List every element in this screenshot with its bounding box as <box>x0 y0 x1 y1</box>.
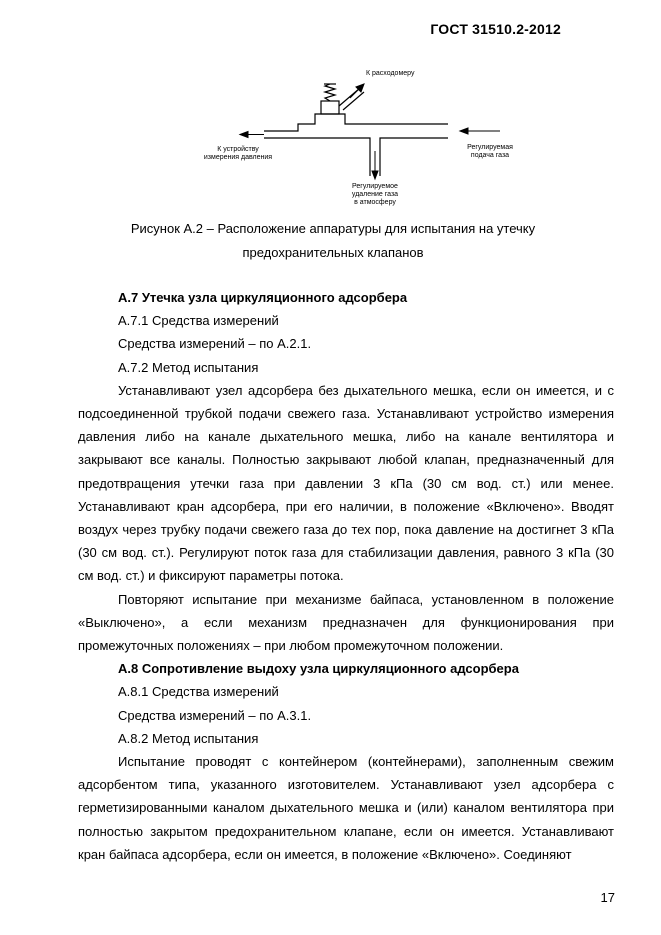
label-pressure-2: измерения давления <box>203 154 273 161</box>
section-a7-sub2: А.7.2 Метод испытания <box>118 359 259 375</box>
label-vent-2: удаление газа <box>351 191 399 198</box>
document-body <box>78 286 614 866</box>
pipe-bottom-wall-right <box>380 138 448 176</box>
label-supply-1: Регулируемая <box>467 144 513 151</box>
caption-line-2: предохранительных клапанов <box>242 245 424 260</box>
valve-spring <box>325 84 335 101</box>
page-number: 17 <box>600 890 615 905</box>
label-vent-3: в атмосферу <box>354 199 396 206</box>
section-a7-para1: Устанавливают узел адсорбера без дыхательного мешка, если он имеется, и с подсоединенной трубкой подачи свежего газа. Устанавливают устройство измерения давления либо на канале дыхательного мешка, либо на канале вентилятора и закрывают все каналы. Полностью закрывают любой клапан, предназначенный для предотвращения утечки газа при давлении 3 кПа (30 см вод. ст.) или менее. Устанавливают кран адсорбера, при его наличии, в положение «Включено». Вводят воздух через трубку подачи свежего газа до тех пор, пока давление на достигнет 3 кПа (30 см вод. ст.). Регулируют поток газа для стабилизации давления, равного 3 кПа (30 см вод. ст.) и фиксируют параметры потока. <box>78 382 614 584</box>
section-a7-sub1: А.7.1 Средства измерений <box>118 313 279 329</box>
valve-body <box>321 101 339 114</box>
section-a7-para2: Повторяют испытание при механизме байпаса, установленном в положение «Выключено», а если механизм предназначен для функционирования при промежуточных положениях – при любом промежуточном положении. <box>78 591 614 654</box>
arrow-right-inlet <box>460 128 468 134</box>
label-supply-2: подача газа <box>470 152 510 159</box>
section-a8-sub2: А.8.2 Метод испытания <box>118 730 259 746</box>
pipe-bottom-wall-left <box>264 138 370 176</box>
caption-line-1: Рисунок А.2 – Расположение аппаратуры для испытания на утечку <box>130 221 536 236</box>
section-a8-para1: Испытание проводят с контейнером (контейнерами), заполненным свежим адсорбентом типа, указанного изготовителем. Устанавливают узел адсорбера с герметизированными каналом дыхательного мешка и (или) каналом вентилятора при полностью закрытом предохранительном клапане, если он имеется. Устанавливают кран байпаса адсорбера, если он имеется, в положение «Включено». Соединяют <box>78 754 614 862</box>
label-pressure-1: К устройству <box>217 146 259 153</box>
section-a7-heading: А.7 Утечка узла циркуляционного адсорбера <box>118 290 408 305</box>
pipe-top-wall <box>264 114 448 131</box>
section-a8-sub1: А.8.1 Средства измерений <box>118 684 279 700</box>
figure-caption <box>78 217 588 265</box>
section-a8-heading: А.8 Сопротивление выдоху узла циркуляционного адсорбера <box>118 661 519 677</box>
section-a8-sub1-text: Средства измерений – по А.3.1. <box>118 707 312 723</box>
section-a7-sub1-text: Средства измерений – по А.2.1. <box>118 336 312 352</box>
label-vent-1: Регулируемое <box>352 183 398 190</box>
document-header: ГОСТ 31510.2-2012 <box>430 21 561 37</box>
arrow-down <box>372 171 378 179</box>
arrow-left <box>240 132 248 138</box>
label-flowmeter: К расходомеру <box>366 70 415 77</box>
apparatus-diagram-svg <box>200 66 540 216</box>
apparatus-diagram <box>200 66 540 216</box>
